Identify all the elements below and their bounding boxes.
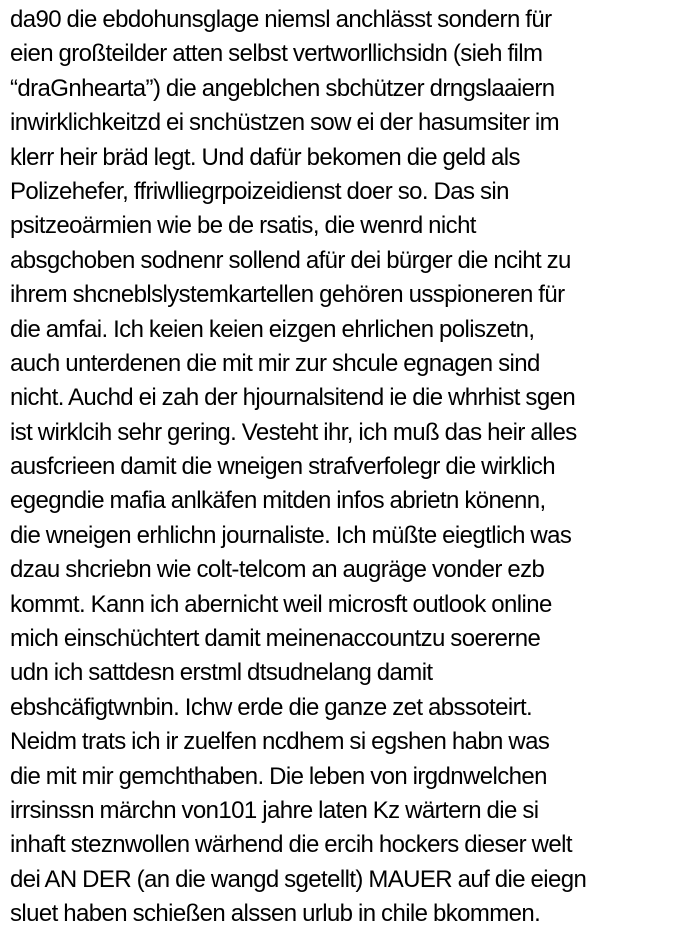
text-line: ist wirklcih sehr gering. Vesteht ihr, ich muß das heir alles [10,418,577,446]
text-line: irrsinssn märchn von101 jahre laten Kz wärtern die si [10,796,539,824]
text-line: die amfai. Ich keien keien eizgen ehrlichen poliszetn, [10,315,535,343]
text-line: die wneigen erhlichn journaliste. Ich müßte eiegtlich was [10,521,572,549]
text-line: auch unterdenen die mit mir zur shcule egnagen sind [10,349,540,377]
text-line: dei AN DER (an die wangd sgetellt) MAUER auf die eiegn [10,865,587,893]
text-line: udn ich sattdesn erstml dtsudnelang damit [10,659,433,687]
text-line: inhaft steznwollen wärhend die ercih hockers dieser welt [10,831,572,859]
text-line: ausfcrieen damit die wneigen strafverfolegr die wirklich [10,453,556,481]
text-line: dzau shcriebn wie colt-telcom an augräge vonder ezb [10,556,545,584]
text-line: absgchoben sodnenr sollend afür dei bürger die nciht zu [10,246,571,274]
text-line: Polizehefer, ffriwlliegrpoizeidienst doer so. Das sin [10,177,509,205]
text-line: psitzeoärmien wie be de rsatis, die wenrd nicht [10,212,476,240]
text-line: die mit mir gemchthaben. Die leben von irgdnwelchen [10,762,547,790]
text-line: egegndie mafia anlkäfen mitden infos abrietn könenn, [10,487,546,515]
text-line: nicht. Auchd ei zah der hjournalsitend ie die whrhist sgen [10,384,576,412]
text-line: klerr heir bräd legt. Und dafür bekomen die geld als [10,143,520,171]
text-line: eien großteilder atten selbst vertworllichsidn (sieh film [10,40,543,68]
text-line: “draGnhearta”) die angeblchen sbchützer drngslaaiern [10,74,555,102]
text-line: Neidm trats ich ir zuelfen ncdhem si egshen habn was [10,728,550,756]
text-line: kommt. Kann ich abernicht weil microsft outlook online [10,590,552,618]
text-line: ebshcäfigtwnbin. Ichw erde die ganze zet abssoteirt. [10,693,533,721]
text-line: ihrem shcneblslystemkartellen gehören usspioneren für [10,281,565,309]
text-line: sluet haben schießen alssen urlub in chile bkommen. [10,900,541,928]
text-line: mich einschüchtert damit meinenaccountzu soererne [10,625,541,653]
document-page [10,3,680,937]
text-line: inwirklichkeitzd ei snchüstzen sow ei der hasumsiter im [10,109,560,137]
text-line: da90 die ebdohunsglage niemsl anchlässt sondern für [10,6,552,33]
